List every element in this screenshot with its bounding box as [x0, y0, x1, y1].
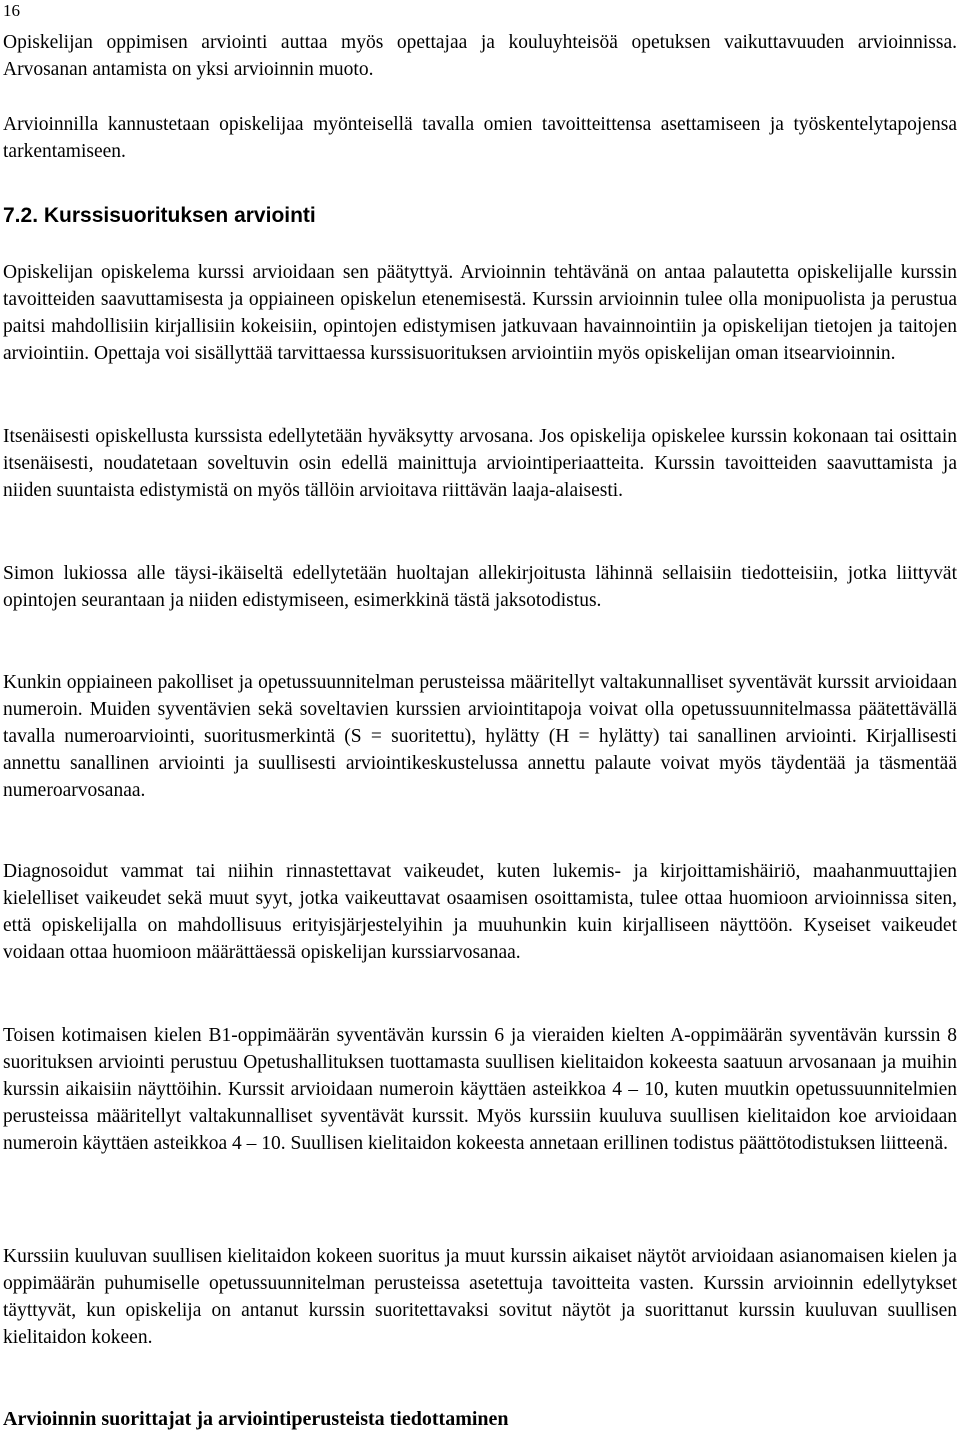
- section-paragraph-2: Itsenäisesti opiskellusta kurssista edellytetään hyväksytty arvosana. Jos opiskelija opiskelee kurssin kokonaan tai osittain itsenäisesti, noudatetaan soveltuvin osin edellä mainittuja arviointiperiaatteita. Kurssin tavoitteiden saavuttamista ja niiden suuntaista edistymistä on myös tällöin arvioitava riittävän laaja-alaisesti.: [3, 426, 957, 501]
- intro-paragraph-2: Arvioinnilla kannustetaan opiskelijaa myönteisellä tavalla omien tavoitteittensa asettamiseen ja työskentelytapojensa tarkentamiseen.: [3, 114, 957, 162]
- section-heading: 7.2. Kurssisuorituksen arviointi: [3, 204, 316, 227]
- section-paragraph-6: Toisen kotimaisen kielen B1-oppimäärän syventävän kurssin 6 ja vieraiden kielten A-oppimäärän syventävän kurssin 8 suorituksen arviointi perustuu Opetushallituksen tuottamasta suullisen kielitaidon kokeesta saatuun arvosanaan ja muihin kurssin aikaisiin näyttöihin. Kurssit arvioidaan numeroin käyttäen asteikkoa 4 – 10, kuten muutkin opetussuunnitelmien perusteissa määritellyt valtakunnalliset syventävät kurssit. Myös kurssiin kuuluva suullisen kielitaidon koe arvioidaan numeroin käyttäen asteikkoa 4 – 10. Suullisen kielitaidon kokeesta annetaan erillinen todistus päättötodistuksen liitteenä.: [3, 1025, 957, 1154]
- section-paragraph-4: Kunkin oppiaineen pakolliset ja opetussuunnitelman perusteissa määritellyt valtakunnalliset syventävät kurssit arvioidaan numeroin. Muiden syventävien sekä soveltavien kurssien arviointitapoja voivat olla opetussuunnitelmassa päätettävällä tavalla numeroarviointi, suoritusmerkintä (S = suoritettu), hylätty (H = hylätty) tai sanallinen arviointi. Kirjallisesti annettu sanallinen arviointi ja suullisesti arviointikeskustelussa annettu palaute voivat myös täydentää ja täsmentää numeroarvosanaa.: [3, 672, 957, 801]
- intro-paragraph-1: Opiskelijan oppimisen arviointi auttaa myös opettajaa ja kouluyhteisöä opetuksen vaikuttavuuden arvioinnissa. Arvosanan antamista on yksi arvioinnin muoto.: [3, 32, 957, 80]
- section-paragraph-5: Diagnosoidut vammat tai niihin rinnastettavat vaikeudet, kuten lukemis- ja kirjoittamishäiriö, maahanmuuttajien kielelliset vaikeudet sekä muut syyt, jotka vaikeuttavat osaamisen osoittamista, tulee ottaa huomioon arvioinnissa siten, että opiskelijalla on mahdollisuus erityisjärjestelyihin ja muuhunkin kuin kirjalliseen näyttöön. Kyseiset vaikeudet voidaan ottaa huomioon määrättäessä opiskelijan kurssiarvosanaa.: [3, 861, 957, 963]
- sub-heading: Arvioinnin suorittajat ja arviointiperusteista tiedottaminen: [3, 1408, 509, 1430]
- section-paragraph-7: Kurssiin kuuluvan suullisen kielitaidon kokeen suoritus ja muut kurssin aikaiset näytöt arvioidaan asianomaisen kielen ja oppimäärän puhumiselle opetussuunnitelman perusteissa asetettuja tavoitteita vasten. Kurssin arvioinnin edellytykset täyttyvät, kun opiskelija on antanut kurssin suoritettavaksi sovitut näytöt ja suorittanut kurssin kuuluvan suullisen kielitaidon kokeen.: [3, 1246, 957, 1348]
- section-paragraph-3: Simon lukiossa alle täysi-ikäiseltä edellytetään huoltajan allekirjoitusta lähinnä sellaisiin tiedotteisiin, jotka liittyvät opintojen seurantaan ja niiden edistymiseen, esimerkkinä tästä jaksotodistus.: [3, 563, 957, 611]
- page-number: 16: [3, 1, 20, 20]
- section-paragraph-1: Opiskelijan opiskelema kurssi arvioidaan sen päätyttyä. Arvioinnin tehtävänä on antaa palautetta opiskelijalle kurssin tavoitteiden saavuttamisesta ja oppiaineen opiskelun etenemisestä. Kurssin arvioinnin tulee olla monipuolista ja perustua paitsi mahdollisiin kirjallisiin kokeisiin, opintojen edistymisen jatkuvaan havainnointiin ja opiskelijan tietojen ja taitojen arviointiin. Opettaja voi sisällyttää tarvittaessa kurssisuorituksen arviointiin myös opiskelijan oman itsearvioinnin.: [3, 262, 957, 364]
